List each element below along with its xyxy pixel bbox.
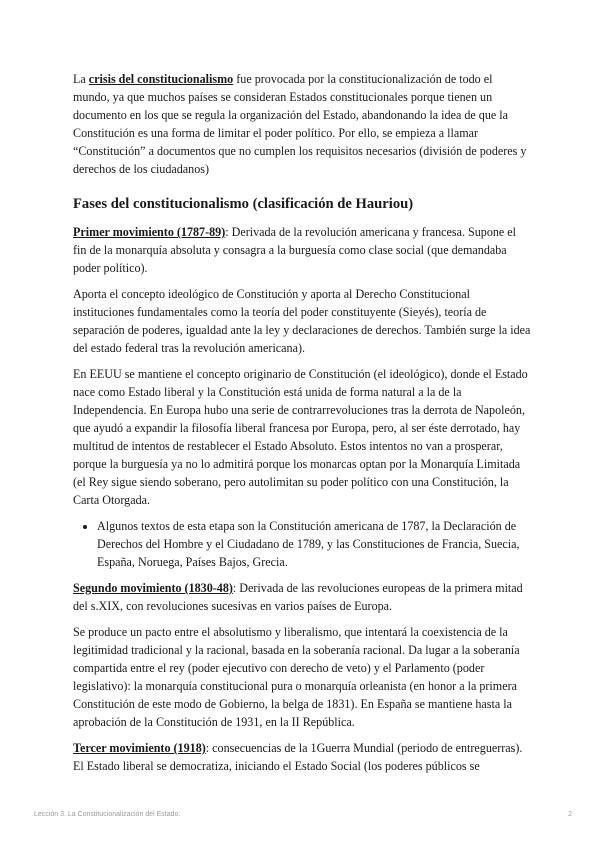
- list-item: • Algunos textos de esta etapa son la Constitución americana de 1787, la Declaración de Derechos del Hombre y el Ciudadano de 1789, y las Constituciones de Francia, Suecia, España, Noruega, Países Bajos, Grecia.: [97, 517, 531, 571]
- third-movement-text: : consecuencias de la 1Guerra Mundial (periodo de entreguerras). El Estado liberal se democratiza, iniciando el Estado Social (los poderes públicos se: [73, 741, 523, 773]
- first-movement-text: : Derivada de la revolución americana y francesa. Supone el fin de la monarquía absoluta y consagra a la burguesía como clase social (que demandaba poder político).: [73, 225, 517, 275]
- first-movement-paragraph-3: En EEUU se mantiene el concepto originario de Constitución (el ideológico), donde el Estado nace como Estado liberal y la Constitución está unida de forma natural a la de la Independencia. En Europa hubo una serie de contrarrevoluciones tras la derrota de Napoleón, que ayudó a expandir la filosofía liberal francesa por Europa, pero, al ser éste derrotado, hay multitud de intentos de restablecer el Estado Absoluto. Estos intentos no van a prosperar, porque la burguesía ya no lo admitirá porque los monarcas optan por la Monarquía Limitada (el Rey sigue siendo soberano, pero autolimitan su poder político con una Constitución, la Carta Otorgada.: [73, 367, 528, 507]
- section-heading: Fases del constitucionalismo (clasificación de Hauriou): [73, 196, 414, 212]
- first-movement-list: [73, 517, 531, 571]
- second-movement-paragraph-2: Se produce un pacto entre el absolutismo y liberalismo, que intentará la coexistencia de la legitimidad tradicional y la racional, basada en la soberanía racional. Da lugar a la soberanía compartida entre el rey (poder ejecutivo con derecho de veto) y el Parlamento (poder legislativo): la monarquía constitucional pura o monarquía orleanista (en honor a la primera Constitución de este modo de Gobierno, la belga de 1831). En España se mantiene hasta la aprobación de la Constitución de 1931, en la II República.: [73, 625, 520, 729]
- intro-paragraph: [73, 70, 531, 178]
- second-movement-text: : Derivada de las revoluciones europeas de la primera mitad del s.XIX, con revoluciones sucesivas en varios países de Europa.: [73, 581, 523, 613]
- term-crisis-constitucionalismo: crisis del constitucionalismo: [88, 72, 234, 86]
- intro-text: fue provocada por la constitucionalización de todo el mundo, ya que muchos países se consideran Estados constitucionales porque tienen un documento en los que se regula la organización del Estado, abandonando la idea de que la Constitución es una forma de limitar el poder político. Por ello, se empieza a llamar “Constitución” a documentos que no cumplen los requisitos necesarios (división de poderes y derechos de los ciudadanos): [73, 72, 527, 176]
- term-segundo-movimiento: Segundo movimiento (1830-48): [73, 581, 233, 595]
- first-movement-paragraph-2: Aporta el concepto ideológico de Constitución y aporta al Derecho Constitucional instituciones fundamentales como la teoría del poder constituyente (Sieyés), teoría de separación de poderes, igualdad ante la ley y declaraciones de derechos. También surge la idea del estado federal tras la revolución americana).: [73, 287, 531, 355]
- intro-prefix: La: [73, 72, 89, 86]
- page-footer: [34, 811, 572, 818]
- document-body: [73, 70, 531, 783]
- third-movement-paragraph: [73, 739, 531, 775]
- footer-title: Lección 3. La Constitucionalización del Estado.: [34, 811, 181, 818]
- page-number: 2: [568, 811, 572, 818]
- term-tercer-movimiento: Tercer movimiento (1918): [73, 741, 206, 755]
- second-movement-paragraph: [73, 579, 531, 615]
- term-primer-movimiento: Primer movimiento (1787-89): [73, 225, 226, 239]
- first-movement-paragraph: [73, 223, 531, 277]
